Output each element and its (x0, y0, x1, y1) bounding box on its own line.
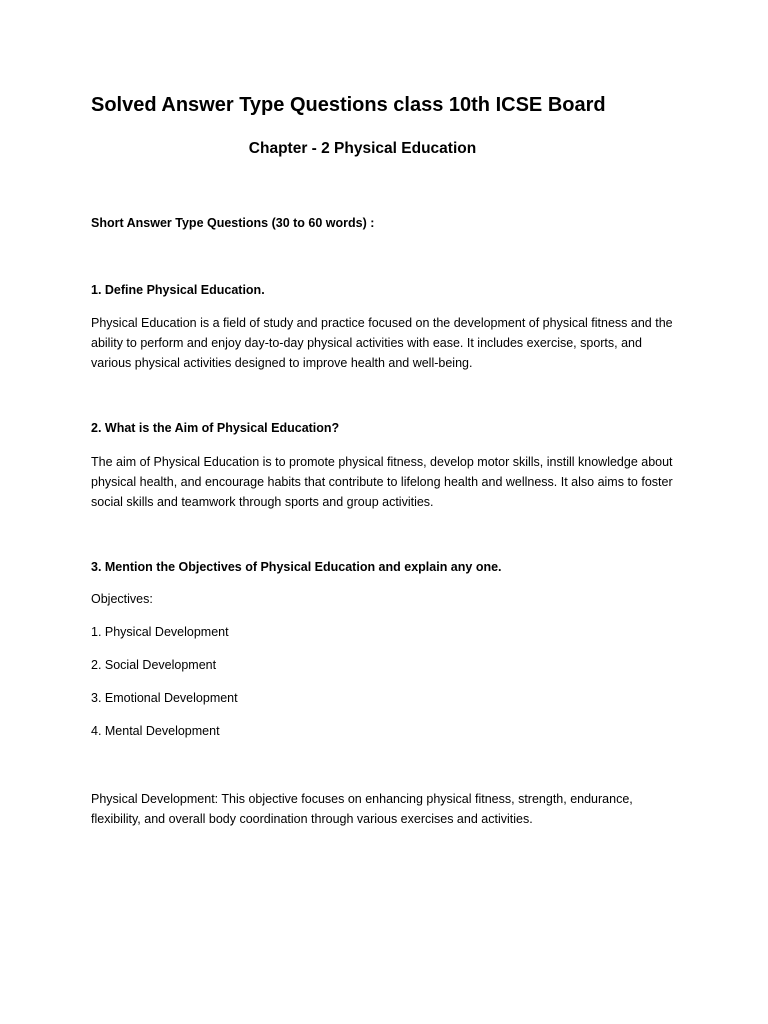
objective-item: 2. Social Development (91, 658, 217, 672)
chapter-heading: Chapter - 2 Physical Education (248, 140, 477, 157)
objective-item: 3. Emotional Development (91, 691, 238, 705)
objective-explanation: Physical Development: This objective focuses on enhancing physical fitness, strength, endurance, flexibility, and overall body coordination through various exercises and activities. (91, 792, 633, 826)
answer-1: Physical Education is a field of study and practice focused on the development of physical fitness and the ability to perform and enjoy day-to-day physical activities with ease. It includes exercise, sports, and various physical activities designed to improve health and well-being. (91, 316, 673, 370)
question-2: 2. What is the Aim of Physical Education? (91, 421, 340, 435)
section-label: Short Answer Type Questions (30 to 60 words) : (91, 216, 375, 230)
document-title: Solved Answer Type Questions class 10th ICSE Board (91, 94, 606, 116)
objective-item: 4. Mental Development (91, 724, 220, 738)
answer-2: The aim of Physical Education is to promote physical fitness, develop motor skills, instill knowledge about physical health, and encourage habits that contribute to lifelong health and wellness. It also aims to foster social skills and teamwork through sports and group activities. (91, 455, 673, 509)
question-1: 1. Define Physical Education. (91, 283, 265, 297)
objective-item: 1. Physical Development (91, 625, 229, 639)
question-3: 3. Mention the Objectives of Physical Education and explain any one. (91, 560, 502, 574)
objectives-label: Objectives: (91, 592, 153, 606)
